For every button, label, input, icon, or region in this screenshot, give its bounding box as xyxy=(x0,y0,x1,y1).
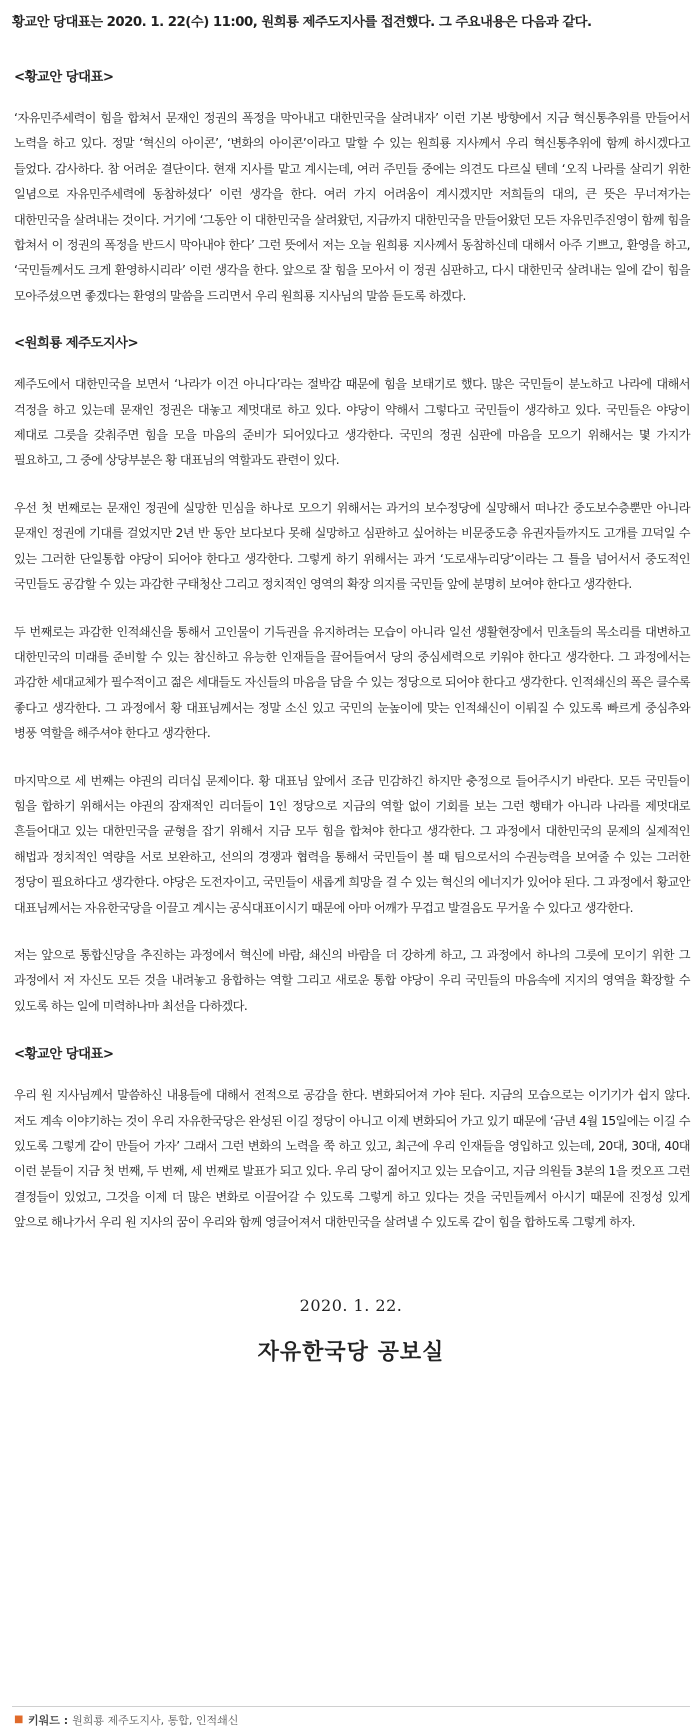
keywords-label: 키워드 : xyxy=(28,1714,69,1727)
paragraph: 두 번째로는 과감한 인적쇄신을 통해서 고인물이 기득권을 유지하려는 모습이 아니라 일선 생활현장에서 민초들의 목소리를 대변하고 대한민국의 미래를 준비할 수 있는 참신하고 유능한 인재들을 끌어들여서 당의 중심세력으로 키워야 한다고 생각한다. 그 과정에서는 과감한 세대교체가 필수적이고 젊은 세대들도 자신들의 마음을 담을 수 있는 정당으로 되어야 한다고 생각한다. 인적쇄신의 폭은 클수록 좋다고 생각한다. 그 과정에서 황 대표님께서는 정말 소신 있고 국민의 눈높이에 맞는 인적쇄신이 이뤄질 수 있도록 빠르게 중심추와 병풍 역할을 해주셔야 한다고 생각한다. xyxy=(14,624,690,741)
signature: 자유한국당 공보실 xyxy=(257,1339,445,1365)
keywords-value: 원희룡 제주도지사, 통합, 인적쇄신 xyxy=(72,1714,239,1727)
section-heading: <원희룡 제주도지사> xyxy=(14,336,139,352)
paragraph: 저는 앞으로 통합신당을 추진하는 과정에서 혁신에 바람, 쇄신의 바람을 더 강하게 하고, 그 과정에서 하나의 그릇에 모이기 위한 그 과정에서 저 자신도 모든 것을 내려놓고 융합하는 역할 그리고 새로운 통합 야당이 우리 국민들의 마음속에 지지의 영역을 확장할 수 있도록 하는 일에 미력하나마 최선을 다하겠다. xyxy=(14,947,690,1013)
paragraph: 마지막으로 세 번째는 야권의 리더십 문제이다. 황 대표님 앞에서 조금 민감하긴 하지만 충정으로 들어주시기 바란다. 모든 국민들이 힘을 합하기 위해서는 야권의 잠재적인 리더들이 1인 정당으로 지금의 역할 없이 기회를 보는 그런 행태가 아니라 나라를 제멋대로 흔들어대고 있는 대한민국을 균형을 잡기 위해서 지금 모두 힘을 합쳐야 한다고 생각한다. 그 과정에서 대한민국의 문제의 실제적인 해법과 정치적인 역량을 서로 보완하고, 선의의 경쟁과 협력을 통해서 국민들이 볼 때 팀으로서의 수권능력을 보여줄 수 있는 그러한 정당이 필요하다고 생각한다. 야당은 도전자이고, 국민들이 새롭게 희망을 걸 수 있는 혁신의 에너지가 있어야 된다. 그 과정에서 황교안 대표님께서는 자유한국당을 이끌고 계시는 공식대표이시기 때문에 아마 어깨가 무겁고 발걸음도 무거울 수 있다고 생각한다. xyxy=(14,773,690,915)
paragraph: 우선 첫 번째로는 문재인 정권에 실망한 민심을 하나로 모으기 위해서는 과거의 보수정당에 실망해서 떠나간 중도보수층뿐만 아니라 문재인 정권에 기대를 걸었지만 2년 반 동안 보다보다 못해 실망하고 심판하고 싶어하는 비문중도층 유권자들까지도 고개를 끄덕일 수 있는 그러한 단일통합 야당이 되어야 한다고 생각한다. 그렇게 하기 위해서는 과거 ‘도로새누리당’이라는 그 틀을 넘어서서 중도적인 국민들도 공감할 수 있는 과감한 구태청산 그리고 정치적인 영역의 확장 의지를 국민들 앞에 분명히 보여야 한다고 생각한다. xyxy=(14,500,690,592)
intro-text: 황교안 당대표는 2020. 1. 22(수) 11:00, 원희룡 제주도지사를 접견했다. 그 주요내용은 다음과 같다. xyxy=(12,15,592,30)
section-heading: <황교안 당대표> xyxy=(14,70,114,85)
footer-divider xyxy=(12,1706,690,1707)
paragraph: 제주도에서 대한민국을 보면서 ‘나라가 이건 아니다’라는 절박감 때문에 힘을 보태기로 했다. 많은 국민들이 분노하고 나라에 대해서 걱정을 하고 있는데 문재인 정권은 대놓고 제멋대로 하고 있다. 야당이 약해서 그렇다고 국민들이 생각하고 있다. 국민들은 야당이 제대로 그릇을 갖춰주면 힘을 모을 마음의 준비가 되어있다고 생각한다. 국민의 정권 심판에 마음을 모으기 위해서는 몇 가지가 필요하고, 그 중에 상당부분은 황 대표님의 역할과도 관련이 있다. xyxy=(14,377,690,468)
release-date: 2020. 1. 22. xyxy=(299,1295,403,1315)
keywords-row xyxy=(14,1712,238,1728)
paragraph: ‘자유민주세력이 힘을 합쳐서 문재인 정권의 폭정을 막아내고 대한민국을 살려내자’ 이런 기본 방향에서 지금 혁신통추위를 만들어서 노력을 하고 있다. 정말 ‘혁신의 아이콘’, ‘변화의 아이콘’이라고 말할 수 있는 원희룡 지사께서 우리 혁신통추위에 함께 하시겠다고 들었다. 감사하다. 참 어려운 결단이다. 현재 지사를 맡고 계시는데, 여러 주민들 중에는 의견도 다르실 텐데 ‘오직 나라를 살리기 위한 일념으로 자유민주세력에 동참하셨다’ 이런 생각을 한다. 여러 가지 어려움이 계시겠지만 저희들의 대의, 큰 뜻은 무너져가는 대한민국을 살려내는 것이다. 거기에 ‘그동안 이 대한민국을 살려왔던, 지금까지 대한민국을 만들어왔던 모든 자유민주진영이 함께 힘을 합쳐서 이 정권의 폭정을 반드시 막아내야 한다’ 그런 뜻에서 저는 오늘 원희룡 지사께서 동참하신데 대해서 아주 기쁘고, 환영을 하고, ‘국민들께서도 크게 환영하시리라’ 이런 생각을 한다. 앞으로 잘 힘을 모아서 이 정권 심판하고, 다시 대한민국 살려내는 일에 같이 힘을 모아주셨으면 좋겠다는 환영의 말씀을 드리면서 우리 원희룡 지사님의 말씀 듣도록 하겠다. xyxy=(14,111,690,303)
paragraph: 우리 원 지사님께서 말씀하신 내용들에 대해서 전적으로 공감을 한다. 변화되어져 가야 된다. 지금의 모습으로는 이기기가 쉽지 않다. 저도 계속 이야기하는 것이 우리 자유한국당은 완성된 이길 정당이 아니고 이제 변화되어 가고 있기 때문에 ‘금년 4월 15일에는 이길 수 있도록 그렇게 같이 만들어 가자’ 그래서 그런 변화의 노력을 쭉 하고 있고, 최근에 우리 인재들을 영입하고 있는데, 20대, 30대, 40대 이런 분들이 지금 첫 번째, 두 번째, 세 번째로 발표가 되고 있다. 우리 당이 젊어지고 있는 모습이고, 지금 의원들 3분의 1을 컷오프 그런 결정들이 있었고, 그것을 이제 더 많은 변화로 이끌어갈 수 있도록 그렇게 하고 있다는 것을 국민들께서 아시기 때문에 진정성 있게 앞으로 해나가서 우리 원 지사의 꿈이 우리와 함께 영글어져서 대한민국을 살려낼 수 있도록 같이 힘을 합하도록 그렇게 하자. xyxy=(14,1088,690,1230)
section-heading: <황교안 당대표> xyxy=(14,1047,114,1063)
tag-icon: ■ xyxy=(14,1714,24,1725)
